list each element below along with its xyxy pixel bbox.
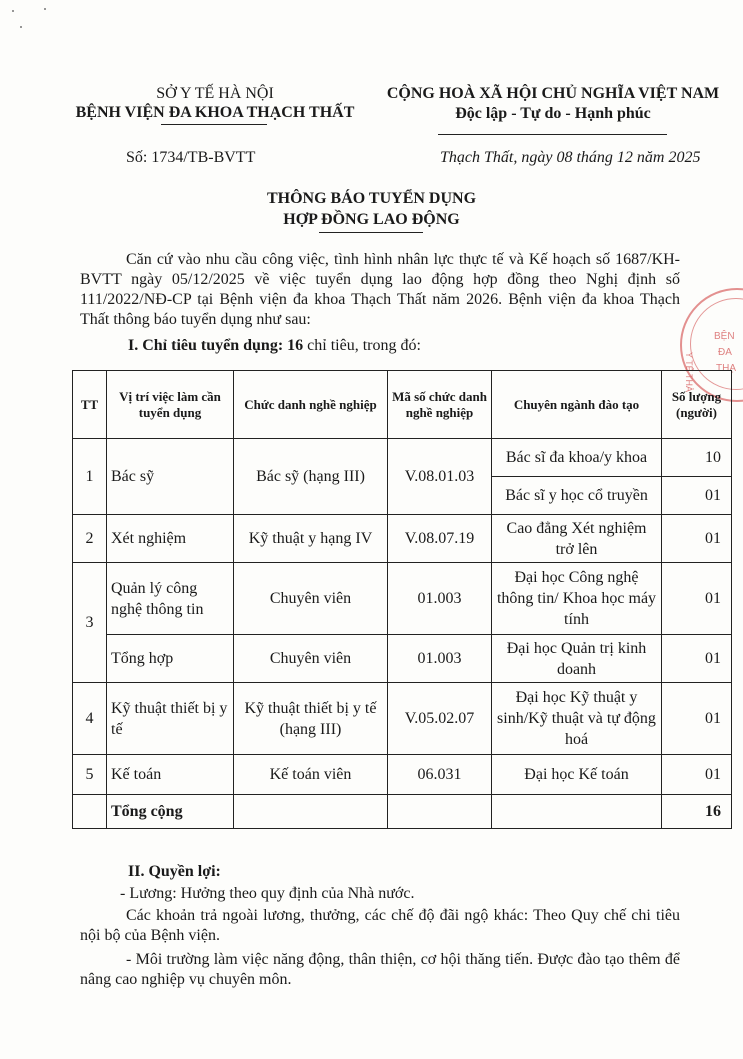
section-1-heading: [128, 336, 421, 356]
table-total-row: [73, 795, 732, 829]
row-5-major: Đại học Kế toán: [492, 755, 662, 795]
row-1-major-b: Bác sĩ y học cổ truyền: [492, 477, 662, 515]
row-1-major-a: Bác sĩ đa khoa/y khoa: [492, 439, 662, 477]
total-qty: 16: [662, 795, 732, 829]
benefit-salary: - Lương: Hưởng theo quy định của Nhà nước.: [120, 885, 415, 902]
national-title: CỘNG HOÀ XÃ HỘI CHỦ NGHĨA VIỆT NAM: [386, 85, 720, 102]
stamp-text-1: BỆN: [714, 331, 735, 342]
scan-speck: [12, 10, 14, 12]
table-row: [73, 515, 732, 563]
row-3-title-a: Chuyên viên: [234, 563, 388, 635]
row-3-qty-b: 01: [662, 635, 732, 683]
agency-name: BỆNH VIỆN ĐA KHOA THẠCH THẤT: [75, 104, 355, 121]
header-qty: Số lượng (người): [662, 371, 732, 439]
benefit-allowances: Các khoản trả ngoài lương, thưởng, các chế độ đãi ngộ khác: Theo Quy chế chi tiêu nội bộ của Bệnh viện.: [80, 907, 680, 944]
row-2-title: Kỹ thuật y hạng IV: [234, 515, 388, 563]
header-major: Chuyên ngành đào tạo: [492, 371, 662, 439]
table-row: [73, 755, 732, 795]
row-1-tt: 1: [73, 439, 107, 515]
row-4-title: Kỹ thuật thiết bị y tế (hạng III): [234, 683, 388, 755]
national-header: [378, 84, 728, 124]
stamp-text-3: THẠ: [716, 363, 736, 374]
row-2-position: Xét nghiệm: [107, 515, 234, 563]
row-4-major: Đại học Kỹ thuật y sinh/Kỹ thuật và tự động hoá: [492, 683, 662, 755]
row-3-position-a: Quản lý công nghệ thông tin: [107, 563, 234, 635]
title-underline: [319, 232, 423, 233]
header-position: Vị trí việc làm cần tuyển dụng: [107, 371, 234, 439]
table-row: [73, 439, 732, 477]
row-5-code: 06.031: [388, 755, 492, 795]
section-2-heading: II. Quyền lợi:: [128, 863, 221, 880]
national-motto: Độc lập - Tự do - Hạnh phúc: [455, 105, 651, 122]
row-1-title: Bác sỹ (hạng III): [234, 439, 388, 515]
total-label: Tổng cộng: [107, 795, 234, 829]
row-4-tt: 4: [73, 683, 107, 755]
row-4-code: V.05.02.07: [388, 683, 492, 755]
intro-paragraph: Căn cứ vào nhu cầu công việc, tình hình nhân lực thực tế và Kế hoạch số 1687/KH-BVTT ngày 05/12/2025 về việc tuyển dụng lao động hợp đồng theo Nghị định số 111/2022/NĐ-CP tại Bệnh viện đa khoa Thạch Thất năm 2026. Bệnh viện đa khoa Thạch Thất thông báo tuyển dụng như sau:: [80, 251, 680, 328]
row-2-qty: 01: [662, 515, 732, 563]
total-tt-empty: [73, 795, 107, 829]
row-5-title: Kế toán viên: [234, 755, 388, 795]
header-tt: TT: [73, 371, 107, 439]
scan-speck: [44, 8, 46, 10]
row-3-tt: 3: [73, 563, 107, 683]
total-empty-2: [388, 795, 492, 829]
row-3-major-a: Đại học Công nghệ thông tin/ Khoa học máy tính: [492, 563, 662, 635]
row-3-title-b: Chuyên viên: [234, 635, 388, 683]
stamp-text-2: ĐA: [718, 347, 732, 358]
row-3-code-b: 01.003: [388, 635, 492, 683]
title-line-1: THÔNG BÁO TUYỂN DỤNG: [266, 190, 477, 207]
motto-underline: [438, 134, 667, 135]
section-1-heading-bold: I. Chỉ tiêu tuyển dụng: 16: [128, 337, 304, 354]
row-3-position-b: Tổng hợp: [107, 635, 234, 683]
agency-header: [60, 84, 370, 122]
table-header-row: [73, 371, 732, 439]
total-empty-3: [492, 795, 662, 829]
agency-parent: SỞ Y TẾ HÀ NỘI: [156, 85, 274, 102]
row-2-tt: 2: [73, 515, 107, 563]
row-1-qty-b: 01: [662, 477, 732, 515]
table-row: [73, 635, 732, 683]
row-5-qty: 01: [662, 755, 732, 795]
row-5-position: Kế toán: [107, 755, 234, 795]
document-number: Số: 1734/TB-BVTT: [126, 149, 256, 166]
row-4-qty: 01: [662, 683, 732, 755]
row-1-position: Bác sỹ: [107, 439, 234, 515]
document-title: [0, 188, 743, 230]
row-2-major: Cao đẳng Xét nghiệm trở lên: [492, 515, 662, 563]
total-empty-1: [234, 795, 388, 829]
row-2-code: V.08.07.19: [388, 515, 492, 563]
row-1-code: V.08.01.03: [388, 439, 492, 515]
row-3-code-a: 01.003: [388, 563, 492, 635]
table-row: [73, 683, 732, 755]
header-code: Mã số chức danh nghề nghiệp: [388, 371, 492, 439]
row-3-major-b: Đại học Quản trị kinh doanh: [492, 635, 662, 683]
row-1-qty-a: 10: [662, 439, 732, 477]
header-title: Chức danh nghề nghiệp: [234, 371, 388, 439]
agency-underline: [161, 124, 267, 125]
title-line-2: HỢP ĐỒNG LAO ĐỘNG: [283, 211, 460, 228]
benefit-environment: - Môi trường làm việc năng động, thân thiện, cơ hội thăng tiến. Được đào tạo thêm để nâng cao nghiệp vụ chuyên môn.: [80, 951, 680, 988]
row-5-tt: 5: [73, 755, 107, 795]
stamp-ring-text: Y TẾ THÀ: [684, 352, 694, 393]
place-date: Thạch Thất, ngày 08 tháng 12 năm 2025: [440, 149, 701, 166]
recruitment-table: [72, 370, 732, 829]
row-3-qty-a: 01: [662, 563, 732, 635]
table-row: [73, 563, 732, 635]
row-4-position: Kỹ thuật thiết bị y tế: [107, 683, 234, 755]
scan-speck: [20, 26, 22, 28]
section-1-heading-rest: chỉ tiêu, trong đó:: [303, 337, 421, 354]
